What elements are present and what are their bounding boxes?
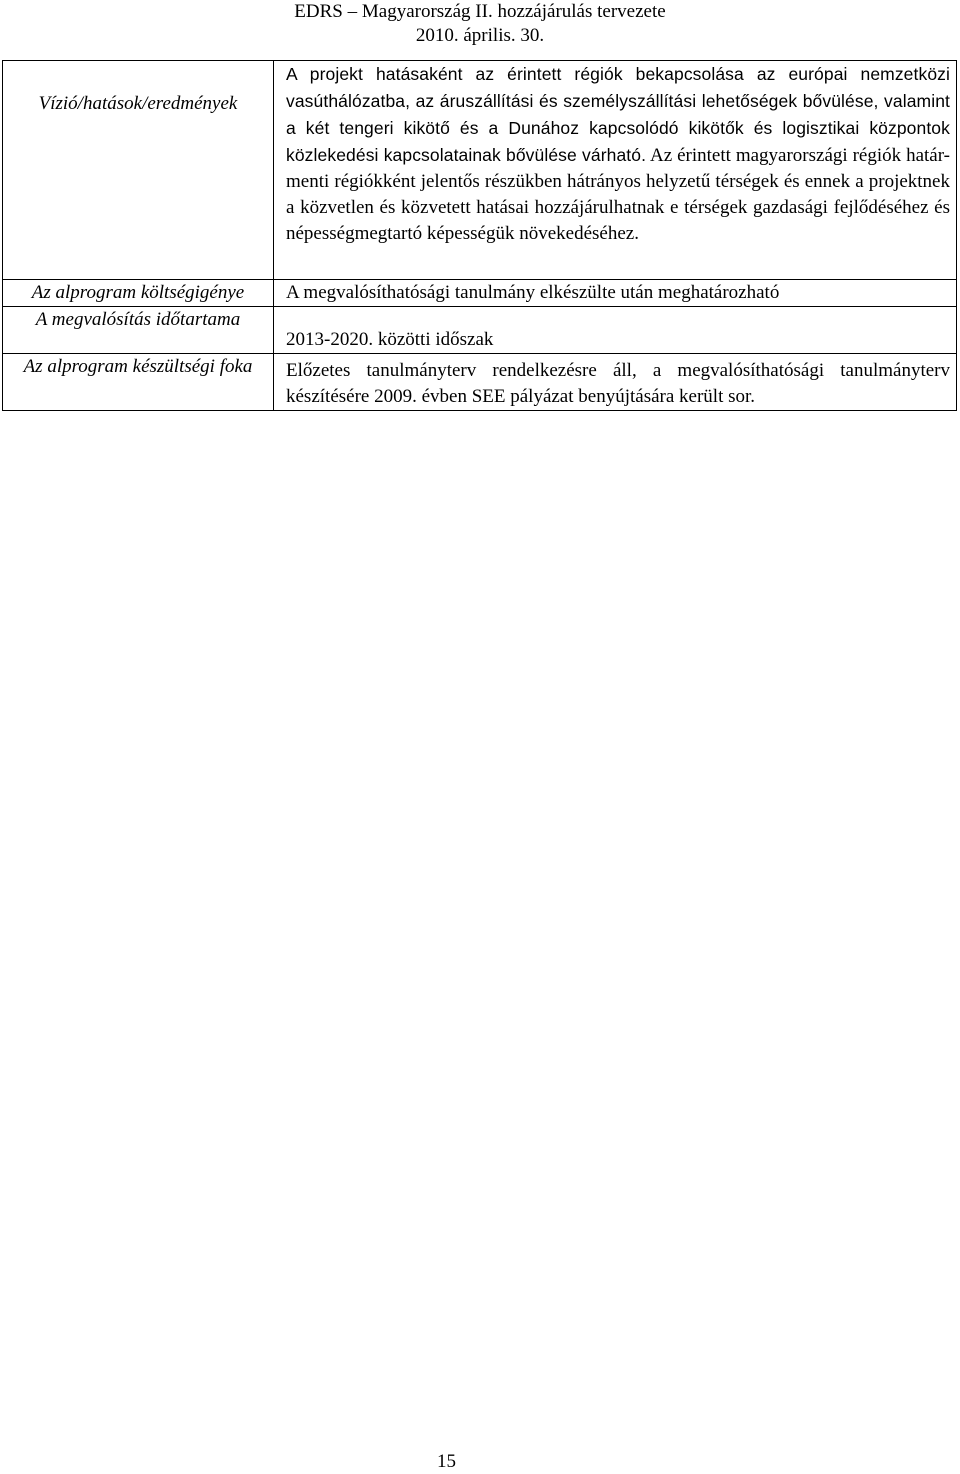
page-number: 15 bbox=[437, 1451, 456, 1472]
label-vision-text: Vízió/hatások/eredmények bbox=[38, 93, 238, 114]
value-vision bbox=[274, 61, 957, 280]
value-duration: 2013-2020. közötti időszak bbox=[274, 307, 957, 354]
value-cost: A megvalósíthatósági tanulmány elkészülte után meghatározható bbox=[274, 280, 957, 307]
value-vision-sans: A projekt hatásaként az érintett régiók bekapcsolása az európai nemzetközi vasúthálózatba, az áruszállítási és személyszállítási lehetőségek bővülése, valamint a két tengeri kikötő és a Dunához kapcsolódó kikötők és logisztikai központok közlekedési kapcsolatainak bővülése várható. bbox=[286, 64, 950, 165]
page-header bbox=[0, 0, 960, 48]
table-row-status bbox=[3, 354, 957, 411]
label-status: Az alprogram készültségi foka bbox=[3, 354, 274, 411]
table-row-cost bbox=[3, 280, 957, 307]
label-vision bbox=[3, 61, 274, 280]
label-duration: A megvalósítás időtartama bbox=[3, 307, 274, 354]
value-vision-serif: Az érintett magyarországi régiók határ-menti régiókként jelentős részükben hátrányos helyzetű térségek és ennek a projektnek a közvetlen és közvetett hatásai hozzájárulhatnak e térségek gazdasági fejlődéséhez és népességmegtartó képességük növekedéséhez. bbox=[286, 145, 951, 244]
table-row-duration bbox=[3, 307, 957, 354]
program-table bbox=[2, 60, 957, 411]
value-status: Előzetes tanulmányterv rendelkezésre áll, a megvalósíthatósági tanulmányterv készítésére 2009. évben SEE pályázat benyújtására került sor. bbox=[274, 354, 957, 411]
header-date: 2010. április. 30. bbox=[415, 25, 545, 46]
label-cost: Az alprogram költségigénye bbox=[3, 280, 274, 307]
header-title: EDRS – Magyarország II. hozzájárulás tervezete bbox=[294, 1, 666, 22]
table-row-vision bbox=[3, 61, 957, 280]
